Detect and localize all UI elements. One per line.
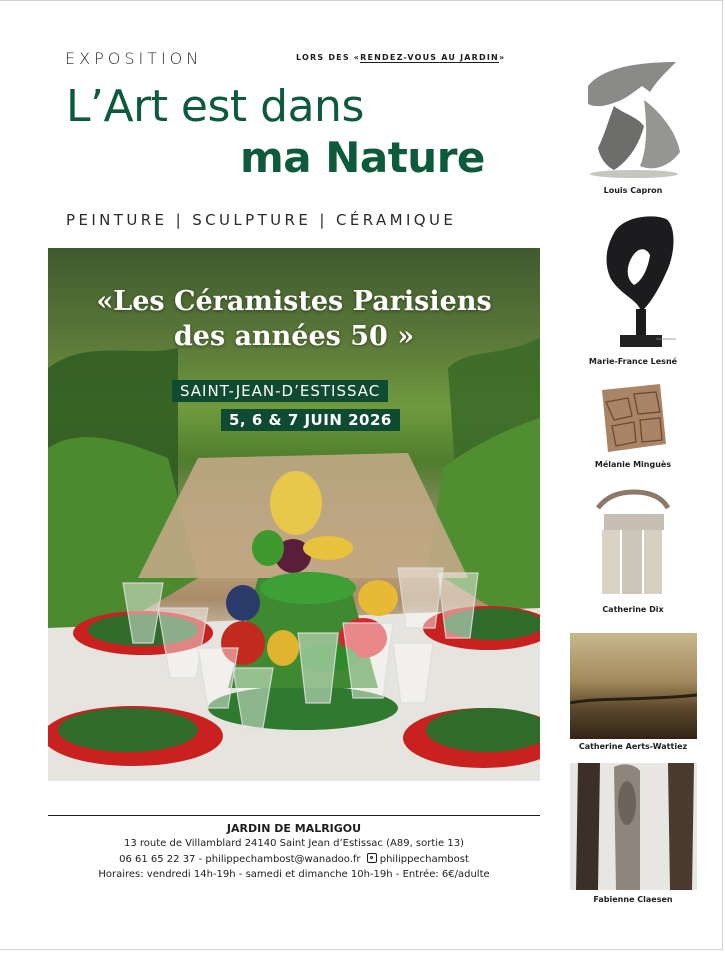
hero-title bbox=[48, 284, 540, 354]
artist-name: Fabienne Claesen bbox=[593, 895, 673, 904]
artist-name: Louis Capron bbox=[603, 186, 663, 195]
hero-town-label: SAINT-JEAN-D’ESTISSAC bbox=[172, 380, 388, 402]
venue-hours: Horaires: vendredi 14h-19h - samedi et dimanche 10h-19h - Entrée: 6€/adulte bbox=[98, 869, 490, 880]
sculpture-louis-capron bbox=[584, 56, 682, 178]
venue-name: JARDIN DE MALRIGOU bbox=[226, 822, 362, 835]
title-line-2: ma Nature bbox=[240, 133, 485, 182]
disciplines: PEINTURE | SCULPTURE | CÉRAMIQUE bbox=[66, 211, 457, 229]
divider bbox=[48, 815, 540, 816]
occasion-link: RENDEZ-VOUS AU JARDIN bbox=[360, 53, 499, 62]
instagram-icon bbox=[367, 853, 377, 863]
occasion-line: LORS DES «RENDEZ-VOUS AU JARDIN» bbox=[296, 53, 506, 62]
hero-title-line-2: des années 50 » bbox=[173, 321, 415, 352]
venue-address: 13 route de Villamblard 24140 Saint Jean d’Estissac (A89, sortie 13) bbox=[123, 838, 465, 849]
artist-name: Catherine Dix bbox=[602, 605, 664, 614]
title-line-1: L’Art est dans bbox=[66, 81, 364, 132]
artist-name: Mélanie Minguès bbox=[594, 460, 672, 469]
ceramic-catherine-dix bbox=[594, 488, 672, 598]
artist-name: Catherine Aerts-Wattiez bbox=[578, 742, 688, 751]
hero-title-line-1: «Les Céramistes Parisiens bbox=[96, 286, 492, 317]
venue-phone-email: 06 61 65 22 37 - philippechambost@wanadoo.fr bbox=[119, 854, 361, 865]
sculpture-marie-france-lesne bbox=[596, 213, 684, 351]
sculpture-fabienne-claesen bbox=[570, 763, 697, 890]
artist-name: Marie-France Lesné bbox=[588, 357, 678, 366]
venue-instagram: philippechambost bbox=[379, 854, 469, 865]
painting-catherine-aerts-wattiez bbox=[570, 633, 697, 739]
hero-date-label: 5, 6 & 7 JUIN 2026 bbox=[221, 409, 400, 431]
exposition-kicker: EXPOSITION bbox=[65, 49, 203, 68]
venue-contact bbox=[48, 853, 540, 865]
hero-photo bbox=[48, 248, 540, 781]
ceramic-melanie-mingues bbox=[598, 382, 668, 454]
